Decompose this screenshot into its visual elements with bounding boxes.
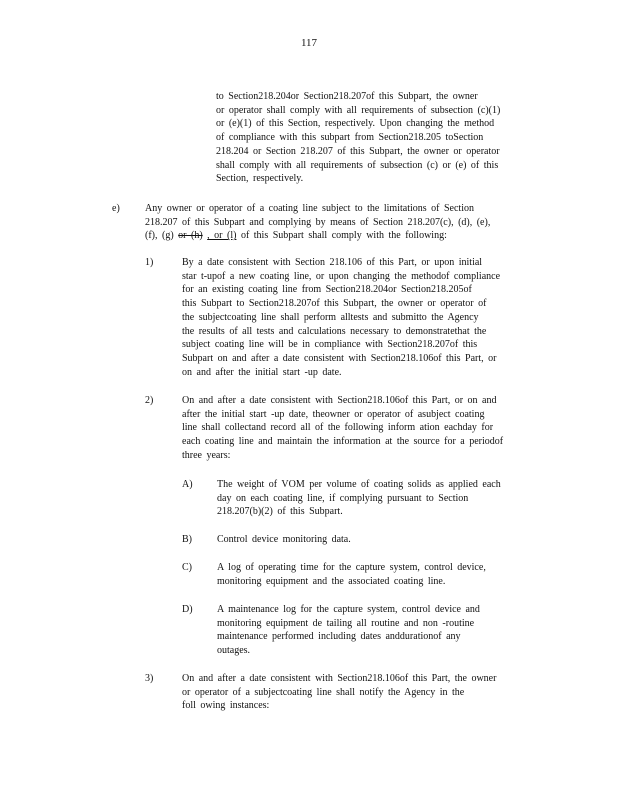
text-line: to Section218.204or Section218.207of this Subpart, the owner [216, 91, 478, 102]
subitem-label-d: D) [182, 604, 193, 615]
item-label-1: 1) [145, 257, 154, 268]
text-line: Subpart on and after a date consistent with Section218.106of this Part, or [182, 352, 497, 364]
text-line: star t-upof a new coating line, or upon changing the methodof compliance [182, 270, 501, 282]
text-line: the results of all tests and calculations necessary to demonstratethat the [182, 325, 487, 337]
subitem-d-paragraph [217, 603, 480, 658]
page-number: 117 [300, 37, 318, 49]
text-line: On and after a date consistent with Section218.106of this Part, or on and [182, 395, 497, 406]
subitem-c-paragraph [217, 561, 486, 588]
continuation-paragraph [216, 90, 500, 186]
item-label-2: 2) [145, 395, 154, 406]
text-line: line shall collectand record all of the following inform ation eachday for [182, 422, 494, 434]
text-line: on and after the initial start -up date. [182, 366, 342, 378]
subitem-label-c: C) [182, 562, 192, 573]
text-line: or operator of a subjectcoating line shall notify the Agency in the [182, 686, 465, 698]
text-line: 218.207(b)(2) of this Subpart. [217, 506, 343, 518]
item-2-paragraph [182, 394, 503, 463]
text-line: monitoring equipment and the associated coating line. [217, 575, 446, 587]
text-line: A maintenance log for the capture system, control device and [217, 604, 480, 615]
item-3-paragraph [182, 672, 496, 713]
text-line: this Subpart to Section218.207of this Subpart, the owner or operator of [182, 298, 487, 310]
text-line: subject coating line will be in compliance with Section218.207of this [182, 339, 478, 351]
subitem-b-paragraph [217, 533, 351, 547]
text-line: Control device monitoring data. [217, 534, 351, 545]
subitem-label-a: A) [182, 479, 193, 490]
text-line: A log of operating time for the capture system, control device, [217, 562, 486, 573]
text-line: Any owner or operator of a coating line subject to the limitations of Section [145, 203, 474, 214]
text-line: maintenance performed including dates anddurationof any [217, 631, 461, 643]
section-label-e: e) [112, 203, 120, 214]
text-line: or operator shall comply with all requirements of subsection (c)(1) [216, 104, 501, 116]
text-line: each coating line and maintain the information at the source for a periodof [182, 436, 504, 448]
text-line: or (e)(1) of this Section, respectively. Upon changing the method [216, 118, 495, 130]
text-line: day on each coating line, if complying pursuant to Section [217, 492, 469, 504]
text-line: after the initial start -up date, theowner or operator of asubject coating [182, 408, 485, 420]
text-line: Section, respectively. [216, 173, 304, 185]
text-line: 218.204 or Section 218.207 of this Subpart, the owner or operator [216, 145, 500, 157]
text-line: outages. [217, 645, 251, 657]
item-label-3: 3) [145, 673, 154, 684]
text-run: of this Subpart shall comply with the following: [236, 230, 447, 242]
text-line: monitoring equipment de tailing all routine and non -routine [217, 617, 475, 629]
section-e-paragraph [145, 202, 490, 243]
text-line: On and after a date consistent with Section218.106of this Part, the owner [182, 673, 497, 684]
text-line: foll owing instances: [182, 700, 270, 712]
subitem-label-b: B) [182, 534, 192, 545]
text-line: for an existing coating line from Section218.204or Section218.205of [182, 284, 472, 296]
text-line: The weight of VOM per volume of coating solids as applied each [217, 479, 501, 490]
text-line: 218.207 of this Subpart and complying by means of Section 218.207(c), (d), (e), [145, 216, 491, 228]
item-1-paragraph [182, 256, 500, 379]
text-line: of compliance with this subpart from Section218.205 toSection [216, 132, 484, 144]
text-run: (f), (g) [145, 230, 179, 242]
text-line: By a date consistent with Section 218.106 of this Part, or upon initial [182, 257, 483, 268]
subitem-a-paragraph [217, 478, 501, 519]
inserted-text: , or (l) [207, 230, 237, 242]
text-line: the subjectcoating line shall perform alltests and submitto the Agency [182, 311, 479, 323]
text-line: three years: [182, 449, 231, 461]
text-line: shall comply with all requirements of subsection (c) or (e) of this [216, 159, 499, 171]
text-line [145, 229, 490, 243]
deleted-text: or (h) [178, 230, 203, 242]
